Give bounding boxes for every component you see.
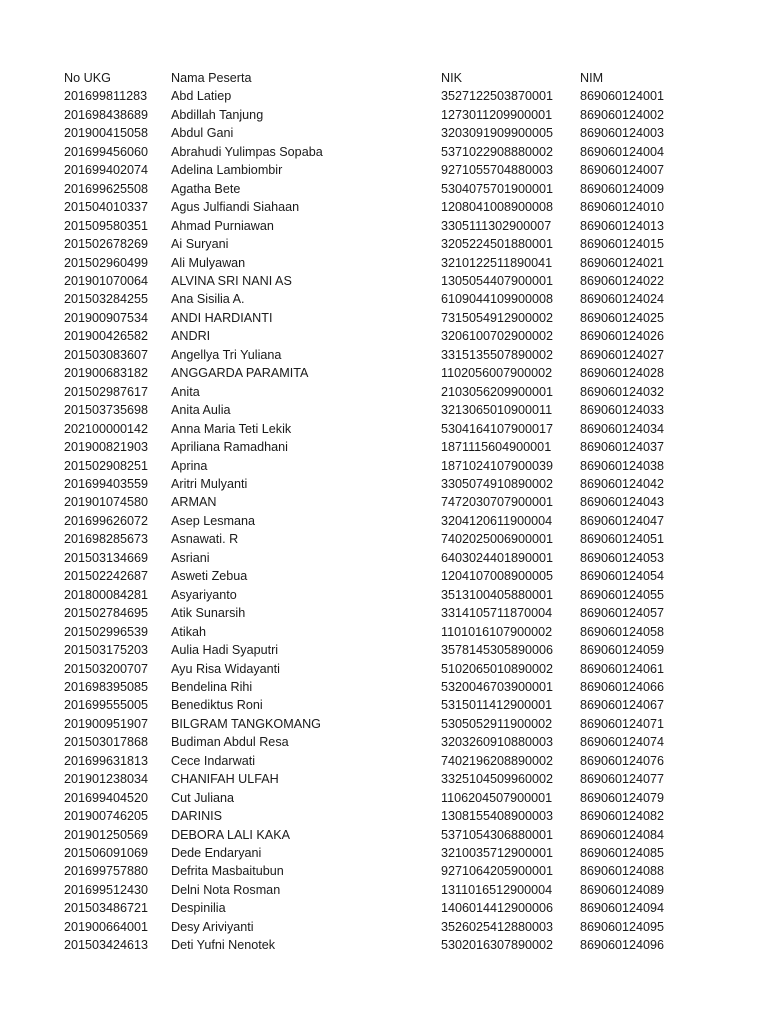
- nim-cell: 869060124007: [580, 163, 665, 178]
- nim-cell: 869060124009: [580, 181, 665, 196]
- no-ukg-cell: 201698285673: [64, 532, 149, 547]
- nim-cell: 869060124038: [580, 458, 665, 473]
- no-ukg-cell: 201900746205: [64, 809, 149, 824]
- table-row: [64, 512, 684, 530]
- table-row: [64, 567, 684, 585]
- table-row: [64, 309, 684, 327]
- no-ukg-cell: 201699402074: [64, 163, 149, 178]
- table-row: [64, 198, 684, 216]
- nama-peserta-cell: Adelina Lambiombir: [171, 163, 283, 178]
- table-row: [64, 604, 684, 622]
- nim-cell: 869060124055: [580, 587, 665, 602]
- nik-cell: 1208041008900008: [441, 200, 554, 215]
- table-row: [64, 899, 684, 917]
- nama-peserta-cell: Abd Latiep: [171, 89, 232, 104]
- nim-cell: 869060124067: [580, 698, 665, 713]
- nama-peserta-cell: DEBORA LALI KAKA: [171, 827, 290, 842]
- nik-cell: 7315054912900002: [441, 310, 554, 325]
- nim-cell: 869060124003: [580, 126, 665, 141]
- nama-peserta-cell: Anita: [171, 384, 200, 399]
- nama-peserta-cell: Ayu Risa Widayanti: [171, 661, 280, 676]
- no-ukg-cell: 201502242687: [64, 569, 149, 584]
- no-ukg-cell: 201502678269: [64, 237, 149, 252]
- nik-cell: 1273011209900001: [441, 107, 553, 122]
- table-row: [64, 826, 684, 844]
- nama-peserta-cell: Ana Sisilia A.: [171, 292, 245, 307]
- nama-peserta-cell: Delni Nota Rosman: [171, 882, 281, 897]
- nik-cell: 1102056007900002: [441, 366, 553, 381]
- table-row: [64, 733, 684, 751]
- nim-cell: 869060124022: [580, 273, 665, 288]
- nama-peserta-cell: Ai Suryani: [171, 237, 229, 252]
- table-row: [64, 862, 684, 880]
- nama-peserta-cell: ANDI HARDIANTI: [171, 310, 273, 325]
- no-ukg-cell: 201506091069: [64, 846, 149, 861]
- table-row: [64, 770, 684, 788]
- nim-cell: 869060124002: [580, 107, 665, 122]
- nik-cell: 3204120611900004: [441, 513, 553, 528]
- nim-cell: 869060124001: [580, 89, 665, 104]
- no-ukg-cell: 201901070064: [64, 273, 149, 288]
- nik-cell: 3305074910890002: [441, 476, 554, 491]
- nama-peserta-cell: Asriani: [171, 550, 210, 565]
- table-row: [64, 881, 684, 899]
- no-ukg-cell: 201900415058: [64, 126, 149, 141]
- nik-cell: 3213065010900011: [441, 403, 553, 418]
- nim-cell: 869060124076: [580, 753, 665, 768]
- no-ukg-cell: 201502996539: [64, 624, 149, 639]
- no-ukg-cell: 201699456060: [64, 144, 149, 159]
- table-row: [64, 401, 684, 419]
- no-ukg-cell: 201699757880: [64, 864, 149, 879]
- nik-cell: 9271055704880003: [441, 163, 554, 178]
- nik-cell: 5102065010890002: [441, 661, 554, 676]
- no-ukg-cell: 201699625508: [64, 181, 149, 196]
- nama-peserta-cell: Aprina: [171, 458, 208, 473]
- nik-cell: 1204107008900005: [441, 569, 554, 584]
- table-row: [64, 457, 684, 475]
- no-ukg-cell: 201699555005: [64, 698, 149, 713]
- no-ukg-cell: 201699631813: [64, 753, 149, 768]
- no-ukg-cell: 201699626072: [64, 513, 149, 528]
- nim-cell: 869060124027: [580, 347, 665, 362]
- nik-cell: 3203260910880003: [441, 735, 554, 750]
- nik-cell: 7402196208890002: [441, 753, 554, 768]
- nama-peserta-cell: CHANIFAH ULFAH: [171, 772, 279, 787]
- nama-peserta-cell: Abrahudi Yulimpas Sopaba: [171, 144, 323, 159]
- table-row: [64, 530, 684, 548]
- no-ukg-cell: 201503017868: [64, 735, 149, 750]
- nim-cell: 869060124084: [580, 827, 665, 842]
- nim-cell: 869060124089: [580, 882, 665, 897]
- table-row: [64, 143, 684, 161]
- nim-cell: 869060124004: [580, 144, 665, 159]
- nama-peserta-cell: Ali Mulyawan: [171, 255, 246, 270]
- table-row: [64, 87, 684, 105]
- no-ukg-cell: 201502784695: [64, 606, 149, 621]
- nama-peserta-cell: Asep Lesmana: [171, 513, 256, 528]
- no-ukg-cell: 201901250569: [64, 827, 149, 842]
- nim-cell: 869060124094: [580, 901, 665, 916]
- nim-cell: 869060124096: [580, 938, 665, 953]
- nim-cell: 869060124025: [580, 310, 665, 325]
- nama-peserta-cell: Atik Sunarsih: [171, 606, 246, 621]
- nik-cell: 1406014412900006: [441, 901, 554, 916]
- table-row: [64, 217, 684, 235]
- nik-cell: 3305111302900007: [441, 218, 552, 233]
- nik-cell: 2103056209900001: [441, 384, 554, 399]
- nik-cell: 5320046703900001: [441, 679, 554, 694]
- nim-cell: 869060124032: [580, 384, 665, 399]
- no-ukg-cell: 201502908251: [64, 458, 149, 473]
- nama-peserta-cell: Anita Aulia: [171, 403, 231, 418]
- nik-cell: 5371022908880002: [441, 144, 554, 159]
- table-row: [64, 290, 684, 308]
- table-row: [64, 549, 684, 567]
- table-row: [64, 272, 684, 290]
- nik-cell: 1871115604900001: [441, 440, 552, 455]
- header-nim: NIM: [580, 71, 604, 85]
- nim-cell: 869060124026: [580, 329, 665, 344]
- nim-cell: 869060124010: [580, 200, 665, 215]
- table-row: [64, 936, 684, 954]
- nim-cell: 869060124071: [580, 716, 665, 731]
- nim-cell: 869060124047: [580, 513, 665, 528]
- nik-cell: 7402025006900001: [441, 532, 554, 547]
- no-ukg-cell: 201900951907: [64, 716, 149, 731]
- nama-peserta-cell: Abdul Gani: [171, 126, 234, 141]
- nama-peserta-cell: Asweti Zebua: [171, 569, 248, 584]
- no-ukg-cell: 201503284255: [64, 292, 149, 307]
- nama-peserta-cell: Aulia Hadi Syaputri: [171, 643, 279, 658]
- nama-peserta-cell: Aritri Mulyanti: [171, 476, 248, 491]
- table-row: [64, 918, 684, 936]
- nim-cell: 869060124034: [580, 421, 665, 436]
- nik-cell: 5315011412900001: [441, 698, 553, 713]
- nik-cell: 9271064205900001: [441, 864, 554, 879]
- table-row: [64, 124, 684, 142]
- no-ukg-cell: 201503735698: [64, 403, 149, 418]
- nama-peserta-cell: Deti Yufni Nenotek: [171, 938, 276, 953]
- nik-cell: 3578145305890006: [441, 643, 554, 658]
- nik-cell: 5371054306880001: [441, 827, 554, 842]
- table-row: [64, 161, 684, 179]
- nim-cell: 869060124028: [580, 366, 665, 381]
- nama-peserta-cell: Agus Julfiandi Siahaan: [171, 200, 300, 215]
- no-ukg-cell: 201901238034: [64, 772, 149, 787]
- nama-peserta-cell: Angellya Tri Yuliana: [171, 347, 282, 362]
- table-row: [64, 420, 684, 438]
- nama-peserta-cell: Apriliana Ramadhani: [171, 440, 288, 455]
- nik-cell: 3315135507890002: [441, 347, 554, 362]
- no-ukg-cell: 201901074580: [64, 495, 149, 510]
- no-ukg-cell: 201900426582: [64, 329, 149, 344]
- no-ukg-cell: 201509580351: [64, 218, 149, 233]
- nim-cell: 869060124058: [580, 624, 665, 639]
- no-ukg-cell: 201699811283: [64, 89, 148, 104]
- nim-cell: 869060124079: [580, 790, 665, 805]
- nama-peserta-cell: Dede Endaryani: [171, 846, 262, 861]
- table-row: [64, 180, 684, 198]
- no-ukg-cell: 201900821903: [64, 440, 149, 455]
- table-row: [64, 623, 684, 641]
- table-row: [64, 678, 684, 696]
- header-nama-peserta: Nama Peserta: [171, 71, 252, 85]
- nik-cell: 3210122511890041: [441, 255, 553, 270]
- nik-cell: 6109044109900008: [441, 292, 554, 307]
- nim-cell: 869060124033: [580, 403, 665, 418]
- nama-peserta-cell: ANGGARDA PARAMITA: [171, 366, 309, 381]
- nim-cell: 869060124015: [580, 237, 665, 252]
- table-row: [64, 475, 684, 493]
- nik-cell: 3325104509960002: [441, 772, 554, 787]
- nama-peserta-cell: Asnawati. R: [171, 532, 239, 547]
- nim-cell: 869060124024: [580, 292, 665, 307]
- nama-peserta-cell: BILGRAM TANGKOMANG: [171, 716, 321, 731]
- nik-cell: 3314105711870004: [441, 606, 553, 621]
- no-ukg-cell: 201503083607: [64, 347, 149, 362]
- nik-cell: 5302016307890002: [441, 938, 554, 953]
- table-row: [64, 660, 684, 678]
- nik-cell: 1871024107900039: [441, 458, 554, 473]
- nim-cell: 869060124074: [580, 735, 665, 750]
- nik-cell: 3526025412880003: [441, 919, 554, 934]
- nim-cell: 869060124053: [580, 550, 665, 565]
- nim-cell: 869060124042: [580, 476, 665, 491]
- no-ukg-cell: 201900664001: [64, 919, 149, 934]
- nik-cell: 3527122503870001: [441, 89, 554, 104]
- nim-cell: 869060124043: [580, 495, 665, 510]
- no-ukg-cell: 201900683182: [64, 366, 149, 381]
- nama-peserta-cell: Bendelina Rihi: [171, 679, 253, 694]
- nik-cell: 1308155408900003: [441, 809, 554, 824]
- table-row: [64, 346, 684, 364]
- nik-cell: 6403024401890001: [441, 550, 554, 565]
- no-ukg-cell: 201900907534: [64, 310, 149, 325]
- no-ukg-cell: 201503175203: [64, 643, 149, 658]
- nama-peserta-cell: Despinilia: [171, 901, 226, 916]
- nik-cell: 1311016512900004: [441, 882, 553, 897]
- table-row: [64, 493, 684, 511]
- table-row: [64, 696, 684, 714]
- nama-peserta-cell: ARMAN: [171, 495, 217, 510]
- header-row: [64, 69, 684, 87]
- nama-peserta-cell: Agatha Bete: [171, 181, 241, 196]
- nama-peserta-cell: Ahmad Purniawan: [171, 218, 274, 233]
- participant-sheet: [64, 69, 684, 955]
- no-ukg-cell: 201502960499: [64, 255, 149, 270]
- nik-cell: 1101016107900002: [441, 624, 553, 639]
- table-row: [64, 383, 684, 401]
- table-row: [64, 586, 684, 604]
- no-ukg-cell: 202100000142: [64, 421, 149, 436]
- table-row: [64, 364, 684, 382]
- nim-cell: 869060124061: [580, 661, 665, 676]
- nama-peserta-cell: Defrita Masbaitubun: [171, 864, 284, 879]
- nim-cell: 869060124051: [580, 532, 665, 547]
- nama-peserta-cell: Benediktus Roni: [171, 698, 263, 713]
- nim-cell: 869060124085: [580, 846, 665, 861]
- table-row: [64, 807, 684, 825]
- no-ukg-cell: 201503134669: [64, 550, 149, 565]
- nama-peserta-cell: Anna Maria Teti Lekik: [171, 421, 292, 436]
- table-row: [64, 789, 684, 807]
- nim-cell: 869060124082: [580, 809, 665, 824]
- table-row: [64, 844, 684, 862]
- nim-cell: 869060124021: [580, 255, 665, 270]
- header-nik: NIK: [441, 71, 462, 85]
- nama-peserta-cell: Cece Indarwati: [171, 753, 255, 768]
- nama-peserta-cell: Abdillah Tanjung: [171, 107, 264, 122]
- nama-peserta-cell: DARINIS: [171, 809, 223, 824]
- nim-cell: 869060124088: [580, 864, 665, 879]
- table-row: [64, 641, 684, 659]
- nim-cell: 869060124013: [580, 218, 665, 233]
- nama-peserta-cell: ALVINA SRI NANI AS: [171, 273, 292, 288]
- no-ukg-cell: 201504010337: [64, 200, 149, 215]
- table-row: [64, 327, 684, 345]
- table-row: [64, 254, 684, 272]
- nik-cell: 3206100702900002: [441, 329, 554, 344]
- no-ukg-cell: 201698438689: [64, 107, 149, 122]
- nim-cell: 869060124054: [580, 569, 665, 584]
- nama-peserta-cell: Asyariyanto: [171, 587, 237, 602]
- nim-cell: 869060124095: [580, 919, 665, 934]
- no-ukg-cell: 201503424613: [64, 938, 149, 953]
- table-row: [64, 438, 684, 456]
- nik-cell: 5305052911900002: [441, 716, 553, 731]
- nim-cell: 869060124077: [580, 772, 665, 787]
- nama-peserta-cell: Budiman Abdul Resa: [171, 735, 289, 750]
- nik-cell: 1106204507900001: [441, 790, 553, 805]
- nama-peserta-cell: Cut Juliana: [171, 790, 235, 805]
- nim-cell: 869060124059: [580, 643, 665, 658]
- nik-cell: 3513100405880001: [441, 587, 554, 602]
- table-row: [64, 752, 684, 770]
- no-ukg-cell: 201699512430: [64, 882, 149, 897]
- no-ukg-cell: 201503200707: [64, 661, 149, 676]
- table-row: [64, 235, 684, 253]
- nama-peserta-cell: ANDRI: [171, 329, 211, 344]
- no-ukg-cell: 201502987617: [64, 384, 149, 399]
- no-ukg-cell: 201800084281: [64, 587, 149, 602]
- nim-cell: 869060124037: [580, 440, 665, 455]
- header-no-ukg: No UKG: [64, 71, 111, 85]
- participant-table: [64, 69, 684, 955]
- nik-cell: 5304075701900001: [441, 181, 554, 196]
- nik-cell: 7472030707900001: [441, 495, 554, 510]
- no-ukg-cell: 201503486721: [64, 901, 149, 916]
- table-row: [64, 715, 684, 733]
- no-ukg-cell: 201698395085: [64, 679, 149, 694]
- nik-cell: 1305054407900001: [441, 273, 554, 288]
- nik-cell: 5304164107900017: [441, 421, 554, 436]
- nim-cell: 869060124057: [580, 606, 665, 621]
- nama-peserta-cell: Atikah: [171, 624, 207, 639]
- nik-cell: 3205224501880001: [441, 237, 554, 252]
- nik-cell: 3210035712900001: [441, 846, 554, 861]
- nama-peserta-cell: Desy Ariviyanti: [171, 919, 254, 934]
- table-row: [64, 106, 684, 124]
- nik-cell: 3203091909900005: [441, 126, 554, 141]
- no-ukg-cell: 201699403559: [64, 476, 149, 491]
- nim-cell: 869060124066: [580, 679, 665, 694]
- no-ukg-cell: 201699404520: [64, 790, 149, 805]
